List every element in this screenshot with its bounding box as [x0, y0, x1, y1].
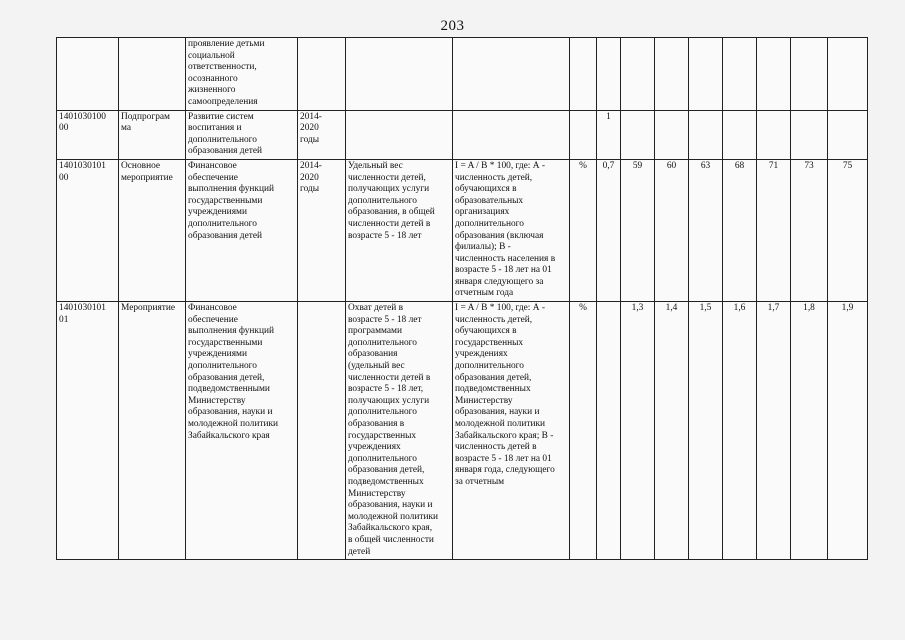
unit-cell: % — [570, 302, 597, 560]
unit-cell: % — [570, 159, 597, 301]
table-row — [57, 110, 868, 159]
value-cell: 63 — [689, 159, 723, 301]
code-cell: 1401030100 00 — [57, 110, 119, 159]
name-cell: Развитие систем воспитания и дополнительного образования детей — [186, 110, 298, 159]
period-cell — [298, 38, 346, 111]
name-cell: Финансовое обеспечение выполнения функций государственными учреждениями дополнительного образования детей, подведомственными Министерству образования, науки и молодежной политики Забайкальского края — [186, 302, 298, 560]
value-cell: 1,9 — [828, 302, 868, 560]
table-row — [57, 159, 868, 301]
value-cell — [621, 38, 655, 111]
type-cell — [119, 38, 186, 111]
indicator-cell: Охват детей в возрасте 5 - 18 лет программами дополнительного образования (удельный вес численности детей в возрасте 5 - 18 лет, получающих услуги дополнительного образования в государственных учреждениях дополнительного образования детей, подведомственных Министерству образования, науки и молодежной политики Забайкальского края, в общей численности детей — [346, 302, 453, 560]
formula-cell — [453, 110, 570, 159]
value-cell — [723, 38, 757, 111]
name-cell: проявление детьми социальной ответственности, осознанного жизненного самоопределения — [186, 38, 298, 111]
value-cell — [723, 110, 757, 159]
value-cell: 1,7 — [757, 302, 791, 560]
value-cell — [828, 38, 868, 111]
value-cell: 0,7 — [597, 159, 621, 301]
program-table — [56, 37, 868, 560]
value-cell: 68 — [723, 159, 757, 301]
value-cell — [757, 110, 791, 159]
value-cell — [655, 110, 689, 159]
formula-cell — [453, 38, 570, 111]
unit-cell — [570, 38, 597, 111]
indicator-cell — [346, 38, 453, 111]
table-row — [57, 38, 868, 111]
value-cell — [757, 38, 791, 111]
page-number: 203 — [440, 18, 465, 34]
period-cell: 2014- 2020 годы — [298, 159, 346, 301]
code-cell — [57, 38, 119, 111]
value-cell: 1,8 — [791, 302, 828, 560]
formula-cell: I = A / B * 100, где: А - численность детей, обучающихся в государственных учреждениях дополнительного образования детей, подведомственных Министерству образования, науки и молодежной политики Забайкальского края; В - численность детей в возрасте 5 - 18 лет на 01 января года, следующего за отчетным — [453, 302, 570, 560]
period-cell: 2014- 2020 годы — [298, 110, 346, 159]
value-cell: 60 — [655, 159, 689, 301]
value-cell — [828, 110, 868, 159]
value-cell: 59 — [621, 159, 655, 301]
indicator-cell — [346, 110, 453, 159]
code-cell: 1401030101 01 — [57, 302, 119, 560]
value-cell — [655, 38, 689, 111]
value-cell: 75 — [828, 159, 868, 301]
value-cell — [689, 38, 723, 111]
value-cell: 73 — [791, 159, 828, 301]
value-cell — [597, 38, 621, 111]
formula-cell: I = A / B * 100, где: А - численность детей, обучающихся в образовательных организациях дополнительного образования (включая филиалы); В - численность населения в возрасте 5 - 18 лет на 01 января следующего за отчетным года — [453, 159, 570, 301]
value-cell — [791, 110, 828, 159]
period-cell — [298, 302, 346, 560]
type-cell: Основное мероприятие — [119, 159, 186, 301]
value-cell: 1,5 — [689, 302, 723, 560]
name-cell: Финансовое обеспечение выполнения функций государственными учреждениями дополнительного образования детей — [186, 159, 298, 301]
value-cell: 71 — [757, 159, 791, 301]
type-cell: Мероприятие — [119, 302, 186, 560]
value-cell: 1 — [597, 110, 621, 159]
unit-cell — [570, 110, 597, 159]
value-cell: 1,3 — [621, 302, 655, 560]
value-cell: 1,6 — [723, 302, 757, 560]
value-cell — [621, 110, 655, 159]
value-cell — [689, 110, 723, 159]
indicator-cell: Удельный вес численности детей, получающих услуги дополнительного образования, в общей численности детей в возрасте 5 - 18 лет — [346, 159, 453, 301]
type-cell: Подпрограм ма — [119, 110, 186, 159]
code-cell: 1401030101 00 — [57, 159, 119, 301]
value-cell — [791, 38, 828, 111]
value-cell: 1,4 — [655, 302, 689, 560]
value-cell — [597, 302, 621, 560]
table-row — [57, 302, 868, 560]
